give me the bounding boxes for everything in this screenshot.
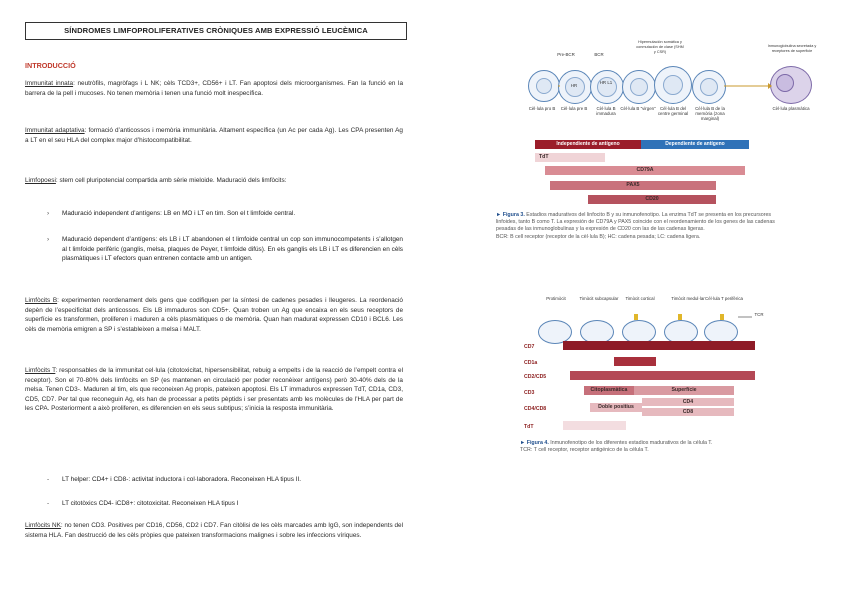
cell-name: Cèl·lula B immadura (596, 106, 616, 116)
paragraph-adaptativa (25, 126, 403, 145)
marker-bar-cd4: CD4 (642, 398, 734, 406)
cell-name: Cèl·lula B de la memòria (zona marginal) (695, 106, 725, 121)
term-limfocits-b: Limfòcits B (25, 297, 58, 304)
cell-name: Cèl·lula B del centre germinal (657, 106, 689, 116)
paragraph-limfocits-t (25, 366, 403, 414)
figure3-caption-text: Estadios madurativos del linfocito B y su inmunofenotipo. La enzima TdT se presenta en los precursores linfoides, tanto B como T. La expresión de CD79A y PAX5 coincide con el reordenamiento de los genes de las cadenas pesadas de las inmunoglobulinas y la expresión de CD20 con las de las cadenas ligeras. (496, 212, 775, 233)
row-label-cd7: CD7 (524, 344, 535, 350)
cell-name: Cèl·lula pro B (528, 106, 556, 111)
cell-top-label: Pre-BCR (557, 52, 575, 57)
text-limfocits-t: : responsables de la immunitat cel·lula (citotoxicitat, hipersensibilitat, rebuig a empelts i de la reacció de l’empelt contra el receptor). Son el 70-80% dels limfòcits en SP (es mantenen en circulació per poder reconèixer antígens) però 30-40% dels de la melsa. Tenen CD3-. Maduren al tim, els que reconeixen Ag propis, pateixen apoptosi. Els LT immaduros expressen TdT, CD1a, CD3, CD5, CD7. Per tal que reconeguin Ag, els han de processar a petits pèptids i ser presentats amb les molècules de l’HLA per part de les CPA. Posteriorment a això proliferen, es diferencien en els seus subtipus; s’inicia la resposta immunitària. (25, 367, 403, 413)
marker-bar-cd7 (563, 341, 755, 350)
marker-bar-cd3-cytoplasmic: Citoplasmàtica (584, 386, 634, 395)
row-label-cd3: CD3 (524, 390, 535, 396)
list-item: Maduració independent d’antígens: LB en MO i LT en tim. Son el t limfoide central. (62, 210, 296, 217)
cell-top-label: Hipermutación somática y conmutación de clase (SHM y CSR) (636, 40, 684, 54)
text-limfocits-nk: : no tenen CD3. Positives per CD16, CD56, CD2 i CD7. Fan citòlisi de les cèls marcades amb IgG, son independents del sistema HLA. Fan destrucció de les cèls pròpies que pateixen transformacions malignes i sobre les infeccions víriques. (25, 522, 403, 539)
paragraph-innata (25, 79, 403, 98)
cell-top-label: Inmunoglobulina secretada y receptores de superficie (767, 44, 817, 53)
row-label-cd1a: CD1a (524, 360, 538, 366)
row-label-cd2-cd5: CD2/CD5 (524, 374, 547, 380)
marker-bar-cd3-surface: Superfície (634, 386, 734, 395)
figure4-caption-abbr: TCR: T cell receptor, receptor antigénico de la célula T. (520, 447, 649, 454)
bullet-marker: › (47, 210, 50, 217)
cell-name: Cèl·lula B "virgen" (620, 106, 656, 111)
figure3-caption (496, 212, 776, 241)
marker-bar-cd8: CD8 (642, 408, 734, 416)
marker-bar-tdt (563, 421, 626, 430)
phase-dependent-bar: Dependiente de antígeno (641, 140, 749, 149)
term-limfocits-t: Limfòcits T (25, 367, 56, 374)
figure3-caption-abbr: BCR: B cell receptor (receptor de la cèl·lula B); HC: cadena pesada; LC: cadena ligera. (496, 233, 701, 240)
stage-label: Timòcit subcapsular (579, 296, 619, 301)
list-item: Maduració dependent d’antígens: els LB i LT abandonen el t limfoide central un cop son immunocompetents i s’allotgen al t limfoide perifèric (ganglis, melsa, plaques de Peyer, t limfoide difús). En els ganglis els LB i LT es diferencien en cèls plasmàtiques i LT efectors quan entrenen contacte amb un antigen. (62, 236, 403, 263)
term-innata: Immunitat innata (25, 80, 74, 87)
term-limfopoesi: Limfopoesi (25, 177, 56, 184)
list-item: LT citotòxics CD4- iCD8+: citotoxicitat. Reconeixen HLA tipus I (62, 500, 239, 507)
marker-bar-cd1a (614, 357, 656, 366)
paragraph-limfocits-b (25, 296, 403, 334)
dash-marker: - (47, 476, 50, 483)
figure3-cell-diagram (520, 40, 820, 138)
cell-name: Cèl·lula plasmàtica (772, 106, 810, 111)
dash-marker: - (47, 500, 50, 507)
row-label-cd4-cd8: CD4/CD8 (524, 406, 547, 412)
stage-label: Protimòcit (546, 296, 566, 301)
cell-inner-label: HR (570, 83, 578, 88)
paragraph-limfopoesi (25, 176, 403, 186)
bullet-marker: › (47, 236, 50, 243)
marker-bar-double-positive: Doble positius (590, 403, 642, 412)
phase-independent-bar: Independiente de antígeno (535, 140, 641, 149)
page-title: SÍNDROMES LIMFOPROLIFERATIVES CRÒNIQUES AMB EXPRESSIÓ LEUCÈMICA (25, 22, 407, 40)
row-label-tdt: TdT (524, 424, 534, 430)
marker-bar-pax5: PAX5 (550, 181, 716, 190)
figure4-caption (520, 440, 810, 454)
stage-label: Timòcit cortical (625, 296, 655, 301)
marker-bar-cd2-cd5 (570, 371, 755, 380)
text-limfopoesi: : stem cell pluripotencial compartida amb sèrie mieloide. Maduració dels limfòcits: (55, 177, 287, 184)
stage-label: Cèl·lula T perifèrica (705, 296, 743, 301)
tcr-label: TCR (754, 312, 764, 317)
cell-inner-label: HR L1 (599, 80, 613, 85)
cell-name: Cèl·lula pre B (560, 106, 588, 111)
term-limfocits-nk: Limfòcits NK (25, 522, 61, 529)
text-adaptativa: : formació d’anticossos i memòria immunitària. Altament específica (un Ac per cada Ag). Les CPA presenten Ag a LT en el seu HLA del complex major d’histocompatibilitat. (25, 127, 403, 144)
figure4-caption-label: ► Figura 4. (520, 440, 549, 446)
section-heading: INTRODUCCIÓ (25, 61, 76, 70)
text-innata: : neutròfils, magròfags i L NK; cèls TCD3+, CD56+ i LT. Fan apoptosi dels microorganismes. Fan la funció en la barrera de la pell i mucoses. No tenen memòria i tenen una funció molt inespecífica. (25, 80, 403, 97)
figure4-caption-text: Inmunofenotipo de los diferentes estadios madurativos de la célula T. (550, 440, 713, 446)
list-item: LT helper: CD4+ i CD8-: activitat inductora i col·laboradora. Reconeixen HLA tipus II. (62, 476, 301, 483)
maturation-arrows (520, 40, 820, 138)
term-adaptativa: Immunitat adaptativa (25, 127, 85, 134)
paragraph-limfocits-nk (25, 521, 403, 540)
marker-bar-cd79a: CD79A (545, 166, 745, 175)
text-limfocits-b: : experimenten reordenament dels gens que codifiquen per la síntesi de cadenes pesades i lleugeres. La reordenació depèn de l’especificitat dels anticossos. Els LB immaduros son CD5+. Quan troben un Ag que encaixa en els seus receptors de superfície es transformen, proliferen i maduren a cèls plasmàtiques o de memòria. Quan han madurat expressen CD10 i BCL6. Les cèls de memòria emigren a SP i s’estableixen a melsa i MALT. (25, 297, 403, 333)
marker-bar-tdt: TdT (535, 153, 605, 162)
stage-label: Timòcit medul·lar (671, 296, 705, 301)
marker-bar-cd20: CD20 (588, 195, 716, 204)
figure3-caption-label: ► Figura 3. (496, 212, 525, 218)
cell-top-label: BCR (594, 52, 604, 57)
